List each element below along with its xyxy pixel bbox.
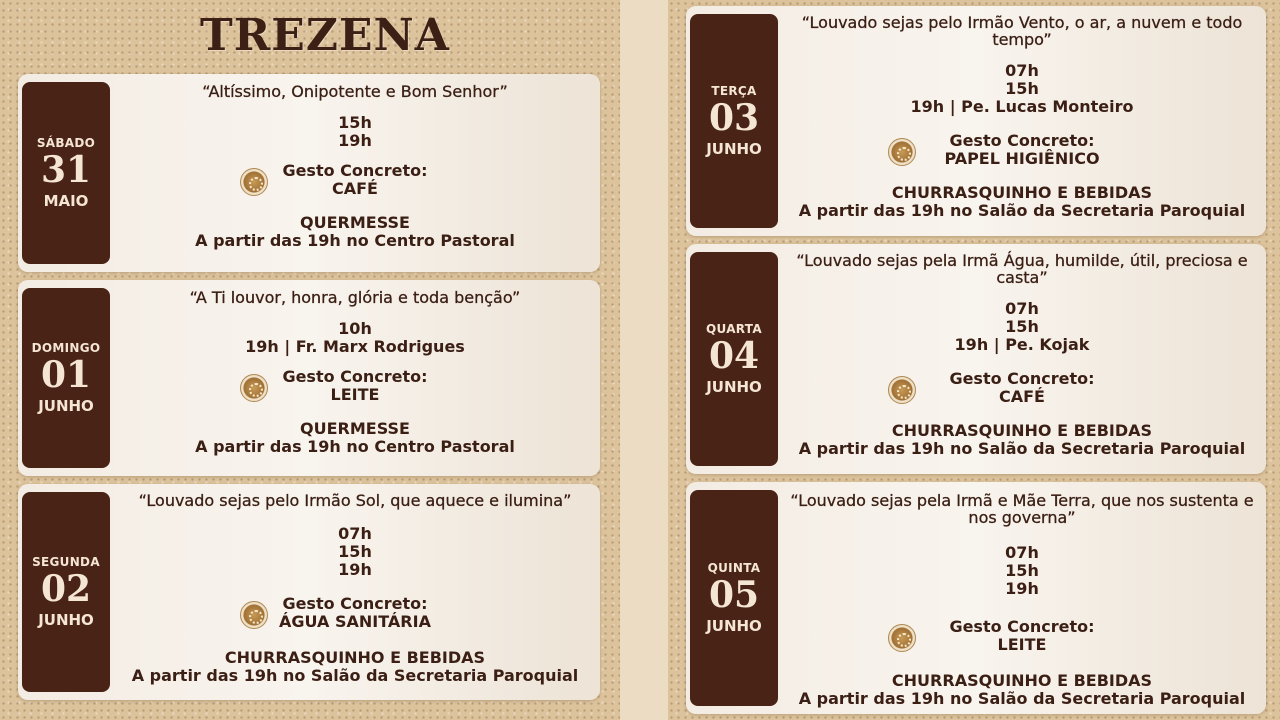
mass-time: 15h [1005, 317, 1039, 336]
gesto-item: CAFÉ [332, 179, 378, 198]
month-label: JUNHO [706, 617, 762, 635]
saint-francis-medallion-icon [888, 376, 916, 404]
event-info [114, 649, 596, 685]
date-box [690, 490, 778, 706]
day-number: 31 [40, 149, 92, 191]
day-card-quarta [686, 244, 1266, 474]
mass-time: 07h [1005, 61, 1039, 80]
event-title: CHURRASQUINHO E BEBIDAS [224, 648, 486, 667]
prayer-quote: “Louvado sejas pela Irmã e Mãe Terra, que nos sustenta e nos governa” [790, 491, 1254, 527]
mass-times [782, 300, 1262, 354]
page-title: TREZENA [200, 10, 450, 61]
weekday-label: DOMINGO [31, 341, 101, 355]
event-title: CHURRASQUINHO E BEBIDAS [891, 421, 1153, 440]
saint-francis-medallion-icon [240, 601, 268, 629]
day-card-domingo [18, 280, 600, 476]
day-card-quinta [686, 482, 1266, 714]
day-content [782, 248, 1262, 470]
mass-time: 15h [338, 113, 372, 132]
gesto-item: CAFÉ [999, 387, 1045, 406]
saint-francis-medallion-icon [240, 168, 268, 196]
weekday-label: TERÇA [711, 84, 757, 98]
month-label: MAIO [43, 192, 89, 210]
prayer-quote: “Louvado sejas pela Irmã Água, humilde, útil, preciosa e casta” [796, 251, 1248, 287]
gesto-concreto [782, 618, 1262, 654]
gesto-label: Gesto Concreto: [282, 161, 428, 180]
mass-time: 19h [338, 131, 372, 150]
prayer-quote: “Louvado sejas pelo Irmão Sol, que aquece e ilumina” [138, 491, 572, 510]
day-number: 03 [708, 97, 760, 139]
month-label: JUNHO [38, 397, 94, 415]
month-label: JUNHO [706, 378, 762, 396]
event-detail: A partir das 19h no Centro Pastoral [195, 437, 515, 456]
event-title: QUERMESSE [300, 213, 410, 232]
month-label: JUNHO [38, 611, 94, 629]
day-number: 01 [40, 354, 92, 396]
gesto-concreto [114, 162, 596, 198]
mass-time: 07h [1005, 543, 1039, 562]
weekday-label: SEGUNDA [32, 555, 100, 569]
event-title: CHURRASQUINHO E BEBIDAS [891, 671, 1153, 690]
event-info [782, 184, 1262, 220]
mass-times [114, 525, 596, 579]
gesto-concreto [114, 368, 596, 404]
mass-time: 19h | Fr. Marx Rodrigues [245, 337, 465, 356]
saint-francis-medallion-icon [240, 374, 268, 402]
day-content [782, 486, 1262, 710]
mass-times [114, 320, 596, 356]
date-box [690, 252, 778, 466]
gesto-concreto [782, 132, 1262, 168]
saint-francis-medallion-icon [888, 624, 916, 652]
date-box [22, 288, 110, 468]
day-content [114, 488, 596, 696]
saint-francis-medallion-icon [888, 138, 916, 166]
event-info [782, 422, 1262, 458]
date-box [22, 492, 110, 692]
day-content [114, 284, 596, 472]
mass-time: 19h [338, 560, 372, 579]
weekday-label: QUARTA [706, 322, 762, 336]
gesto-item: PAPEL HIGIÊNICO [944, 149, 1100, 168]
event-detail: A partir das 19h no Centro Pastoral [195, 231, 515, 250]
center-divider [620, 0, 668, 720]
mass-time: 19h | Pe. Lucas Monteiro [910, 97, 1134, 116]
prayer-quote: “Louvado sejas pelo Irmão Vento, o ar, a nuvem e todo tempo” [801, 13, 1243, 49]
day-card-sabado [18, 74, 600, 272]
mass-time: 15h [1005, 561, 1039, 580]
event-title: CHURRASQUINHO E BEBIDAS [891, 183, 1153, 202]
prayer-quote: “A Ti louvor, honra, glória e toda benção” [189, 288, 521, 307]
mass-times [114, 114, 596, 150]
weekday-label: SÁBADO [36, 136, 96, 150]
day-content [782, 10, 1262, 232]
event-title: QUERMESSE [300, 419, 410, 438]
mass-time: 19h [1005, 579, 1039, 598]
gesto-item: LEITE [330, 385, 380, 404]
gesto-concreto [782, 370, 1262, 406]
prayer-quote: “Altíssimo, Onipotente e Bom Senhor” [202, 82, 508, 101]
event-info [782, 672, 1262, 708]
day-number: 04 [708, 335, 760, 377]
day-number: 02 [40, 568, 92, 610]
gesto-concreto [114, 595, 596, 631]
mass-time: 07h [338, 524, 372, 543]
day-card-segunda [18, 484, 600, 700]
mass-times [782, 62, 1262, 116]
event-info [114, 214, 596, 250]
month-label: JUNHO [706, 140, 762, 158]
event-detail: A partir das 19h no Salão da Secretaria Paroquial [798, 689, 1246, 708]
mass-time: 07h [1005, 299, 1039, 318]
day-number: 05 [708, 574, 760, 616]
mass-times [782, 544, 1262, 598]
event-info [114, 420, 596, 456]
event-detail: A partir das 19h no Salão da Secretaria Paroquial [798, 439, 1246, 458]
gesto-label: Gesto Concreto: [949, 369, 1095, 388]
mass-time: 10h [338, 319, 372, 338]
mass-time: 15h [338, 542, 372, 561]
gesto-label: Gesto Concreto: [282, 367, 428, 386]
gesto-label: Gesto Concreto: [282, 594, 428, 613]
day-card-terca [686, 6, 1266, 236]
mass-time: 15h [1005, 79, 1039, 98]
day-content [114, 78, 596, 268]
mass-time: 19h | Pe. Kojak [954, 335, 1090, 354]
event-detail: A partir das 19h no Salão da Secretaria Paroquial [131, 666, 579, 685]
gesto-label: Gesto Concreto: [949, 617, 1095, 636]
event-detail: A partir das 19h no Salão da Secretaria Paroquial [798, 201, 1246, 220]
date-box [690, 14, 778, 228]
gesto-item: LEITE [997, 635, 1047, 654]
gesto-item: ÁGUA SANITÁRIA [279, 612, 431, 631]
date-box [22, 82, 110, 264]
gesto-label: Gesto Concreto: [949, 131, 1095, 150]
weekday-label: QUINTA [707, 561, 761, 575]
